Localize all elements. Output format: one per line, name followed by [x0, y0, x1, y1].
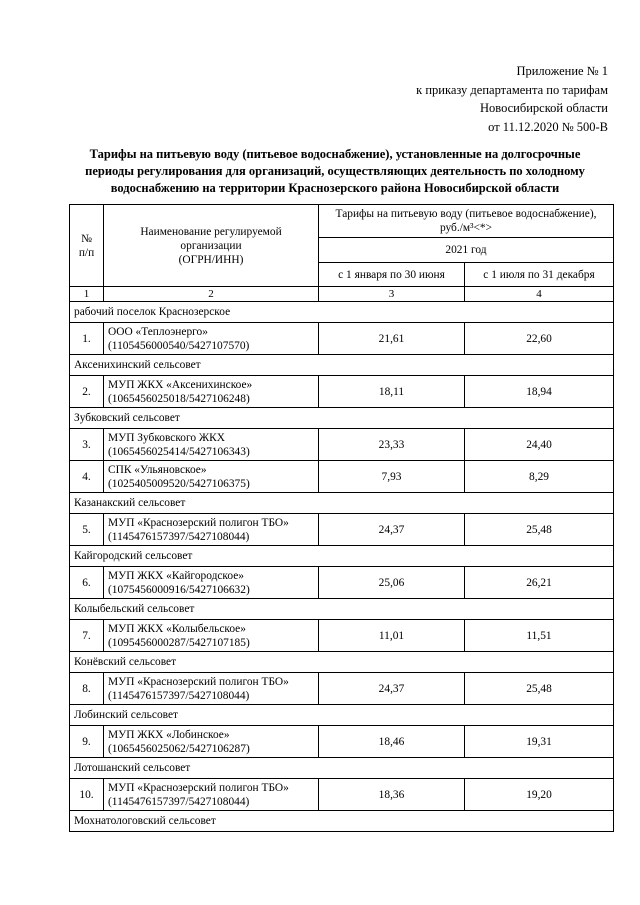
tariff-period-2: 19,20 [465, 779, 614, 811]
district-name: Конёвский сельсовет [70, 652, 614, 673]
table-row [70, 429, 614, 461]
row-number: 8. [70, 673, 104, 705]
title-line: периоды регулирования для организаций, осуществляющих деятельность по холодному [85, 164, 585, 178]
district-row [70, 811, 614, 832]
district-row [70, 652, 614, 673]
district-name: Колыбельский сельсовет [70, 599, 614, 620]
tariff-period-2: 11,51 [465, 620, 614, 652]
header-tariff: Тарифы на питьевую воду (питьевое водоснабжение), руб./м³<*> [319, 205, 614, 238]
column-number: 3 [319, 287, 465, 302]
org-name: СПК «Ульяновское» [108, 463, 207, 476]
tariff-period-2: 25,48 [465, 673, 614, 705]
tariff-period-1: 23,33 [319, 429, 465, 461]
org-name: МУП ЖКХ «Кайгородское» [108, 569, 244, 582]
appendix-block [308, 62, 608, 136]
org-ids: (1075456000916/5427106632) [108, 583, 250, 596]
org-cell [104, 673, 319, 705]
org-cell [104, 567, 319, 599]
tariff-period-1: 7,93 [319, 461, 465, 493]
district-name: Лобинский сельсовет [70, 705, 614, 726]
row-number: 10. [70, 779, 104, 811]
appendix-line: к приказу департамента по тарифам [416, 82, 608, 97]
header-org: Наименование регулируемой организации (ОГРН/ИНН) [104, 205, 319, 287]
row-number: 7. [70, 620, 104, 652]
org-cell [104, 620, 319, 652]
tariff-period-2: 8,29 [465, 461, 614, 493]
title-line: водоснабжению на территории Краснозерского района Новосибирской области [110, 181, 560, 195]
table-row [70, 726, 614, 758]
table-row [70, 514, 614, 546]
tariff-period-1: 11,01 [319, 620, 465, 652]
district-row [70, 546, 614, 567]
tariff-period-1: 18,46 [319, 726, 465, 758]
district-name: Зубковский сельсовет [70, 408, 614, 429]
district-name: Лотошанский сельсовет [70, 758, 614, 779]
org-name: МУП «Краснозерский полигон ТБО» [108, 675, 289, 688]
org-name: МУП ЖКХ «Аксенихинское» [108, 378, 253, 391]
tariff-period-2: 22,60 [465, 323, 614, 355]
org-ids: (1065456025414/5427106343) [108, 445, 250, 458]
row-number: 9. [70, 726, 104, 758]
header-year: 2021 год [319, 238, 614, 263]
table-row [70, 323, 614, 355]
district-name: Казанакский сельсовет [70, 493, 614, 514]
district-row [70, 355, 614, 376]
row-number: 6. [70, 567, 104, 599]
row-number: 4. [70, 461, 104, 493]
column-number: 1 [70, 287, 104, 302]
column-number: 2 [104, 287, 319, 302]
appendix-line: от 11.12.2020 № 500-В [488, 119, 608, 134]
tariff-period-2: 24,40 [465, 429, 614, 461]
district-row [70, 758, 614, 779]
tariff-period-1: 24,37 [319, 514, 465, 546]
tariff-table [69, 204, 614, 832]
row-number: 1. [70, 323, 104, 355]
tariff-period-1: 18,36 [319, 779, 465, 811]
org-ids: (1065456025018/5427106248) [108, 392, 250, 405]
row-number: 5. [70, 514, 104, 546]
header-period-2: с 1 июля по 31 декабря [465, 263, 614, 287]
tariff-period-1: 24,37 [319, 673, 465, 705]
district-row [70, 599, 614, 620]
org-cell [104, 779, 319, 811]
header-period-1: с 1 января по 30 июня [319, 263, 465, 287]
district-row [70, 493, 614, 514]
org-ids: (1025405009520/5427106375) [108, 477, 250, 490]
district-name: Кайгородский сельсовет [70, 546, 614, 567]
tariff-period-1: 18,11 [319, 376, 465, 408]
tariff-table-body [70, 205, 614, 832]
district-row [70, 302, 614, 323]
org-cell [104, 514, 319, 546]
org-name: ООО «Теплоэнерго» [108, 325, 208, 338]
table-row [70, 673, 614, 705]
tariff-period-2: 19,31 [465, 726, 614, 758]
org-ids: (1145476157397/5427108044) [108, 795, 250, 808]
tariff-period-1: 21,61 [319, 323, 465, 355]
column-number: 4 [465, 287, 614, 302]
table-row [70, 376, 614, 408]
district-name: рабочий поселок Краснозерское [70, 302, 614, 323]
org-ids: (1145476157397/5427108044) [108, 689, 250, 702]
org-ids: (1065456025062/5427106287) [108, 742, 250, 755]
table-row [70, 461, 614, 493]
org-cell [104, 376, 319, 408]
table-row [70, 779, 614, 811]
org-cell [104, 429, 319, 461]
tariff-period-2: 18,94 [465, 376, 614, 408]
appendix-line: Приложение № 1 [516, 64, 608, 78]
org-ids: (1095456000287/5427107185) [108, 636, 250, 649]
org-name: МУП «Краснозерский полигон ТБО» [108, 781, 289, 794]
column-number-row [70, 287, 614, 302]
appendix-line: Новосибирской области [479, 101, 608, 115]
district-name: Мохнатологовский сельсовет [70, 811, 614, 832]
tariff-period-2: 26,21 [465, 567, 614, 599]
org-cell [104, 461, 319, 493]
row-number: 3. [70, 429, 104, 461]
tariff-period-1: 25,06 [319, 567, 465, 599]
tariff-period-2: 25,48 [465, 514, 614, 546]
district-row [70, 705, 614, 726]
org-ids: (1105456000540/5427107570) [108, 339, 250, 352]
table-row [70, 620, 614, 652]
org-cell [104, 323, 319, 355]
header-num: № п/п [70, 205, 104, 287]
title-line: Тарифы на питьевую воду (питьевое водоснабжение), установленные на долгосрочные [89, 147, 581, 161]
org-cell [104, 726, 319, 758]
district-name: Аксенихинский сельсовет [70, 355, 614, 376]
org-name: МУП ЖКХ «Лобинское» [108, 728, 230, 741]
org-name: МУП «Краснозерский полигон ТБО» [108, 516, 289, 529]
org-name: МУП ЖКХ «Колыбельское» [108, 622, 246, 635]
org-ids: (1145476157397/5427108044) [108, 530, 250, 543]
header-row [70, 205, 614, 238]
table-row [70, 567, 614, 599]
org-name: МУП Зубковского ЖКХ [108, 431, 225, 444]
row-number: 2. [70, 376, 104, 408]
district-row [70, 408, 614, 429]
document-title [70, 146, 600, 197]
